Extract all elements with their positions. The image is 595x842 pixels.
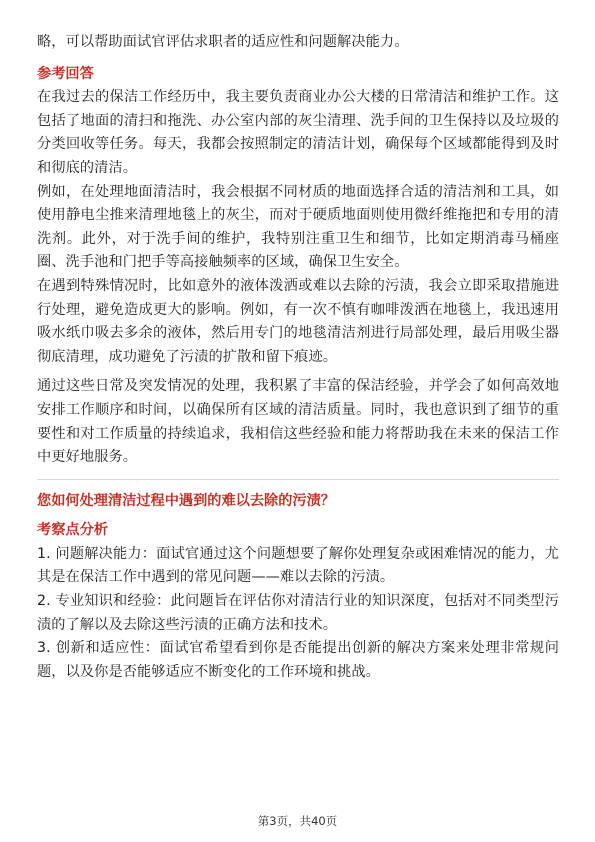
answer-paragraph: 通过这些日常及突发情况的处理，我积累了丰富的保洁经验，并学会了如何高效地安排工作顺序和时间，以确保所有区域的清洁质量。同时，我也意识到了细节的重要性和对工作质量的持续追求，我相信这些经验和能力将帮助我在未来的保洁工作中更好地服务。 (37, 378, 559, 466)
page-content (37, 31, 559, 684)
analysis-point: 1. 问题解决能力：面试官通过这个问题想要了解你处理复杂或困难情况的能力，尤其是在保洁工作中遇到的常见问题——难以去除的污渍。 (37, 545, 559, 586)
intro-tail-text: 略，可以帮助面试官评估求职者的适应性和问题解决能力。 (37, 34, 409, 50)
analysis-point: 2. 专业知识和经验：此问题旨在评估你对清洁行业的知识深度，包括对不同类型污渍的了解以及去除这些污渍的正确方法和技术。 (37, 593, 559, 633)
answer-paragraph: 在我过去的保洁工作经历中，我主要负责商业办公大楼的日常清洁和维护工作。这包括了地面的清扫和拖洗、办公室内部的灰尘清理、洗手间的卫生保持以及垃圾的分类回收等任务。每天，我都会按照制定的清洁计划，确保每个区域都能得到及时和彻底的清洁。 (37, 89, 559, 176)
analysis-point: 3. 创新和适应性：面试官希望看到你是否能提出创新的解决方案来处理非常规问题，以及你是否能够适应不断变化的工作环境和挑战。 (37, 640, 559, 680)
answer-paragraph: 在遇到特殊情况时，比如意外的液体泼洒或难以去除的污渍，我会立即采取措施进行处理，避免造成更大的影响。例如，有一次不慎有咖啡泼洒在地毯上，我迅速用吸水纸巾吸去多余的液体，然后用专门的地毯清洁剂进行局部处理，最后用吸尘器彻底清理，成功避免了污渍的扩散和留下痕迹。 (37, 277, 559, 365)
answer-paragraph: 例如，在处理地面清洁时，我会根据不同材质的地面选择合适的清洁剂和工具，如使用静电尘推来清理地毯上的灰尘，而对于硬质地面则使用微纤维拖把和专用的清洗剂。此外，对于洗手间的维护，我特别注重卫生和细节，比如定期消毒马桶座圈、洗手池和门把手等高接触频率的区域，确保卫生安全。 (37, 183, 559, 271)
page-number: 第3页，共40页 (257, 814, 338, 828)
section-divider (37, 479, 559, 480)
question-heading: 您如何处理清洁过程中遇到的难以去除的污渍？ (37, 492, 335, 509)
analysis-label: 考察点分析 (37, 522, 108, 539)
answer-label: 参考回答 (37, 65, 94, 82)
